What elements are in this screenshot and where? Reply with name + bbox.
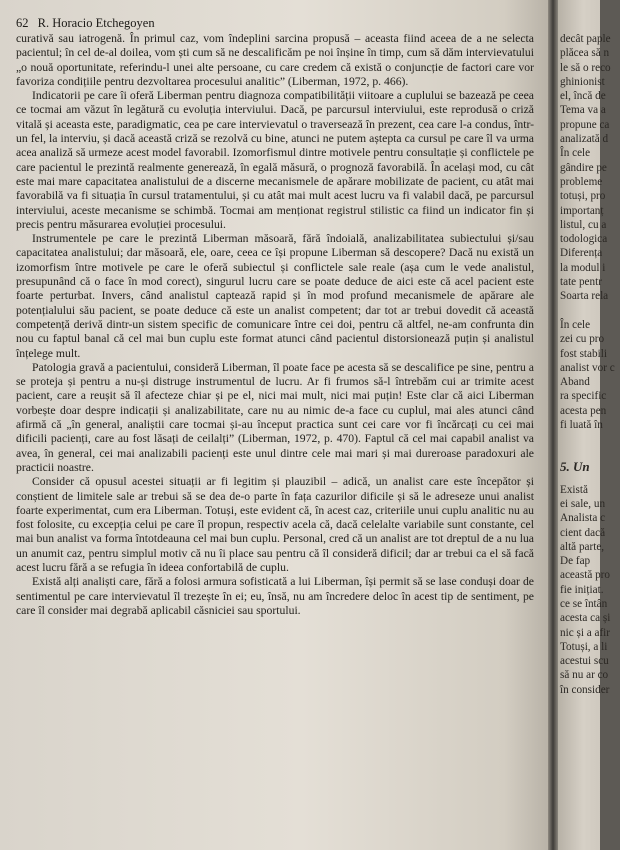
paragraph: Există alți analiști care, fără a folosi armura sofisticată a lui Liberman, își permit să se lase conduși doar de sentimentul pe care intervievatul îl trezește în ei; eu, însă, nu am încredere deloc în acest tip de sentiment, pe care îl consider mai degrabă aplicabil căsniciei sau sportului.: [16, 575, 534, 617]
facing-page-line: listul, cu a: [560, 218, 607, 231]
facing-page-line: importanț: [560, 204, 604, 217]
facing-page-line: Există: [560, 483, 588, 496]
paragraph: curativă sau iatrogenă. În primul caz, vom îndeplini sarcina propusă – aceasta fiind aceea de a ne selecta pacientul; în cel de-al doilea, vom ști cum să ne descalificăm pe noi înșine în timp, cum să dăm intervievatului „o nouă oportunitate, referindu-l unei alte persoane, cu care credem că există o conjuncție de factori care vor favoriza condițiile pentru dezvoltarea procesului analitic” (Liberman, 1972, p. 466).: [16, 32, 534, 88]
facing-page-line: decât paple: [560, 33, 611, 45]
page-header: [16, 16, 155, 31]
paragraph: Instrumentele pe care le prezintă Liberman măsoară, fără îndoială, analizabilitatea subiectului și/sau capacitatea analistului; dar măsoară, ele, oare, ceea ce își propune Liberman să descopere? Dacă nu există un izomorfism între motivele pe care le oferă subiectul și conflictele sale reale (așa cum le vede analistul, presupunând că o face în mod corect), singurul lucru care se poate deduce de aici este că acel pacient este foarte perturbat. Invers, când analistul captează rapid și în mod profund mecanismele de apărare ale potențialului său pacient, se poate deduce că este un analist competent; dar tot ar trebui dovedit că această competență derivă dintr-un sistem specific de comunicare între cei doi, pentru că altfel, ne-am confrunta din nou cu faptul banal că cel mai bun cuplu este format atunci când pacientul distorsionează puțin și analistul înțelege mult.: [16, 232, 534, 360]
facing-page-line: zei cu pro: [560, 333, 605, 346]
facing-page-line: În cele: [560, 147, 591, 160]
facing-page-line: cient dacă: [560, 526, 606, 539]
facing-page-line: acesta ca și: [560, 612, 611, 625]
facing-page-line: ra specific: [560, 390, 607, 403]
facing-page-fragment: [558, 0, 615, 850]
paragraph: Consider că opusul acestei situații ar fi legitim și plauzibil – adică, un analist care este începător și conștient de limitele sale ar trebui să se dea de-o parte în fața cazurilor dificile și să le adreseze unui analist foarte experimentat, cum era Liberman. Totuși, este evident că, în acest caz, criteriile unui cuplu analitic nu au fost folosite, cu excepția celui pe care îl propun, respectiv acela că, dacă celelalte variabile sunt constante, cel mai bun analist va forma întotdeauna cel mai bun cuplu. Personal, cred că un analist are tot dreptul de a nu lua un anumit caz, pentru simplul motiv că nu îi place sau pentru că îl consideră dificil; dar ar trebui ca el să facă acest lucru fără a se refugia în ideea confortabilă de cuplu.: [16, 475, 534, 574]
facing-page-line: analist vor c: [560, 361, 615, 374]
facing-page-line: fost stabili: [560, 347, 607, 360]
paragraph: Patologia gravă a pacientului, consideră Liberman, îl poate face pe acesta să se descalifice pe sine, pentru a se proteja și pentru a nu-și distruge instrumentul de lucru. Ar fi frumos să-l întrebăm cui ar trimite acest pacient, care a reușit să îl afecteze chiar și pe el, nici mai mult, nici mai puțin! Este clar că aici Liberman vorbește doar despre indicații și analizabilitate, care nu au nimic de-a face cu cuplul, mai ales atunci când afirmă că „în general, analiștii care tocmai și-au început practica sunt cei care vor fi încărcați cu cei mai dificili pacienți, care au fost lăsați de ceilalți” (Liberman, 1972, p. 470). Faptul că cel mai capabil analist va avea, în general, cei mai analizabili pacienți este unul dintre cele mai mari și mai dureroase paradoxuri ale practicii noastre.: [16, 360, 534, 474]
facing-page-line: propune ca: [560, 118, 610, 131]
facing-page-line: în consider: [560, 683, 610, 696]
facing-page-line: Aband: [560, 376, 590, 389]
facing-page-line: tate pentr: [560, 276, 602, 289]
facing-page-line: gândire pe: [560, 161, 607, 174]
facing-page-line: această pro: [560, 569, 610, 582]
facing-page-line: el, încă de: [560, 90, 606, 103]
facing-page-line: nic și a afir: [560, 626, 611, 639]
facing-page-line: Tema va a: [560, 104, 606, 117]
facing-page-text: [560, 32, 620, 697]
facing-page-line: plăcea să n: [560, 47, 610, 60]
facing-page-line: altă parte,: [560, 540, 605, 553]
running-title: R. Horacio Etchegoyen: [37, 16, 155, 30]
facing-page-line: analizată d: [560, 133, 609, 146]
facing-page-line: la modul i: [560, 261, 606, 274]
facing-page-line: ghinionist: [560, 75, 605, 88]
facing-page-line: probleme: [560, 175, 603, 188]
facing-page-line: ce se întân: [560, 597, 608, 610]
body-text: [16, 32, 534, 618]
facing-page-line: De fap: [560, 555, 591, 568]
facing-page-line: Totuși, a li: [560, 640, 608, 653]
facing-page-line: todologica: [560, 233, 608, 246]
facing-page-line: să nu ar co: [560, 669, 609, 682]
page-number: 62: [16, 16, 29, 30]
facing-page-line: [560, 304, 620, 318]
facing-page-line: Diferența: [560, 247, 603, 260]
facing-page-line: acestui scu: [560, 655, 609, 668]
facing-page-line: ei sale, un: [560, 497, 606, 510]
facing-page-line: Soarta rela: [560, 290, 609, 303]
facing-page-line: În cele: [560, 318, 591, 331]
facing-page-line: totuși, pro: [560, 190, 606, 203]
paragraph: Indicatorii pe care îi oferă Liberman pentru diagnoza compatibilității viitoare a cuplului se bazează pe ceea ce tocmai am văzut în legătură cu evoluția interviului. Dacă, pe parcursul interviului, este reprodusă o criză vitală și aceasta este, paradigmatic, cea pe care intervievatul o traversează în prezent, cea care l-a condus, într-un fel, la interviu, și dacă această criză se rezolvă cu bine, atunci ne putem aștepta ca cursul pe care îl va urma acea analiză să urmeze acest model favorabil. Izomorfismul dintre motivele pentru consultație și conflictele pe care pacientul le prezintă realmente generează, în egală măsură, o prognoză favorabilă. În același mod, cu cât este mai mare capacitatea analistului de a discerne mecanismele de apărare mobilizate de pacient, cu atât mai favorabilă va fi situația în cursul tratamentului, și cu atât mai mult acest lucru va fi valabil dacă, pe parcursul interviului, aceste mecanisme se schimbă. Tocmai am menționat registrul stilistic ca fiind un indicator fin și precis pentru măsurarea evoluției procesului.: [16, 89, 534, 231]
facing-page-line: Analista c: [560, 512, 606, 525]
facing-page-line: le să o reco: [560, 61, 611, 74]
facing-page-heading: 5. Un: [560, 459, 590, 475]
facing-page-line: fie inițiat.: [560, 583, 604, 596]
facing-page-line: acesta pen: [560, 404, 607, 417]
book-spine-gutter: [548, 0, 558, 850]
facing-page-line: fi luată în: [560, 419, 603, 432]
